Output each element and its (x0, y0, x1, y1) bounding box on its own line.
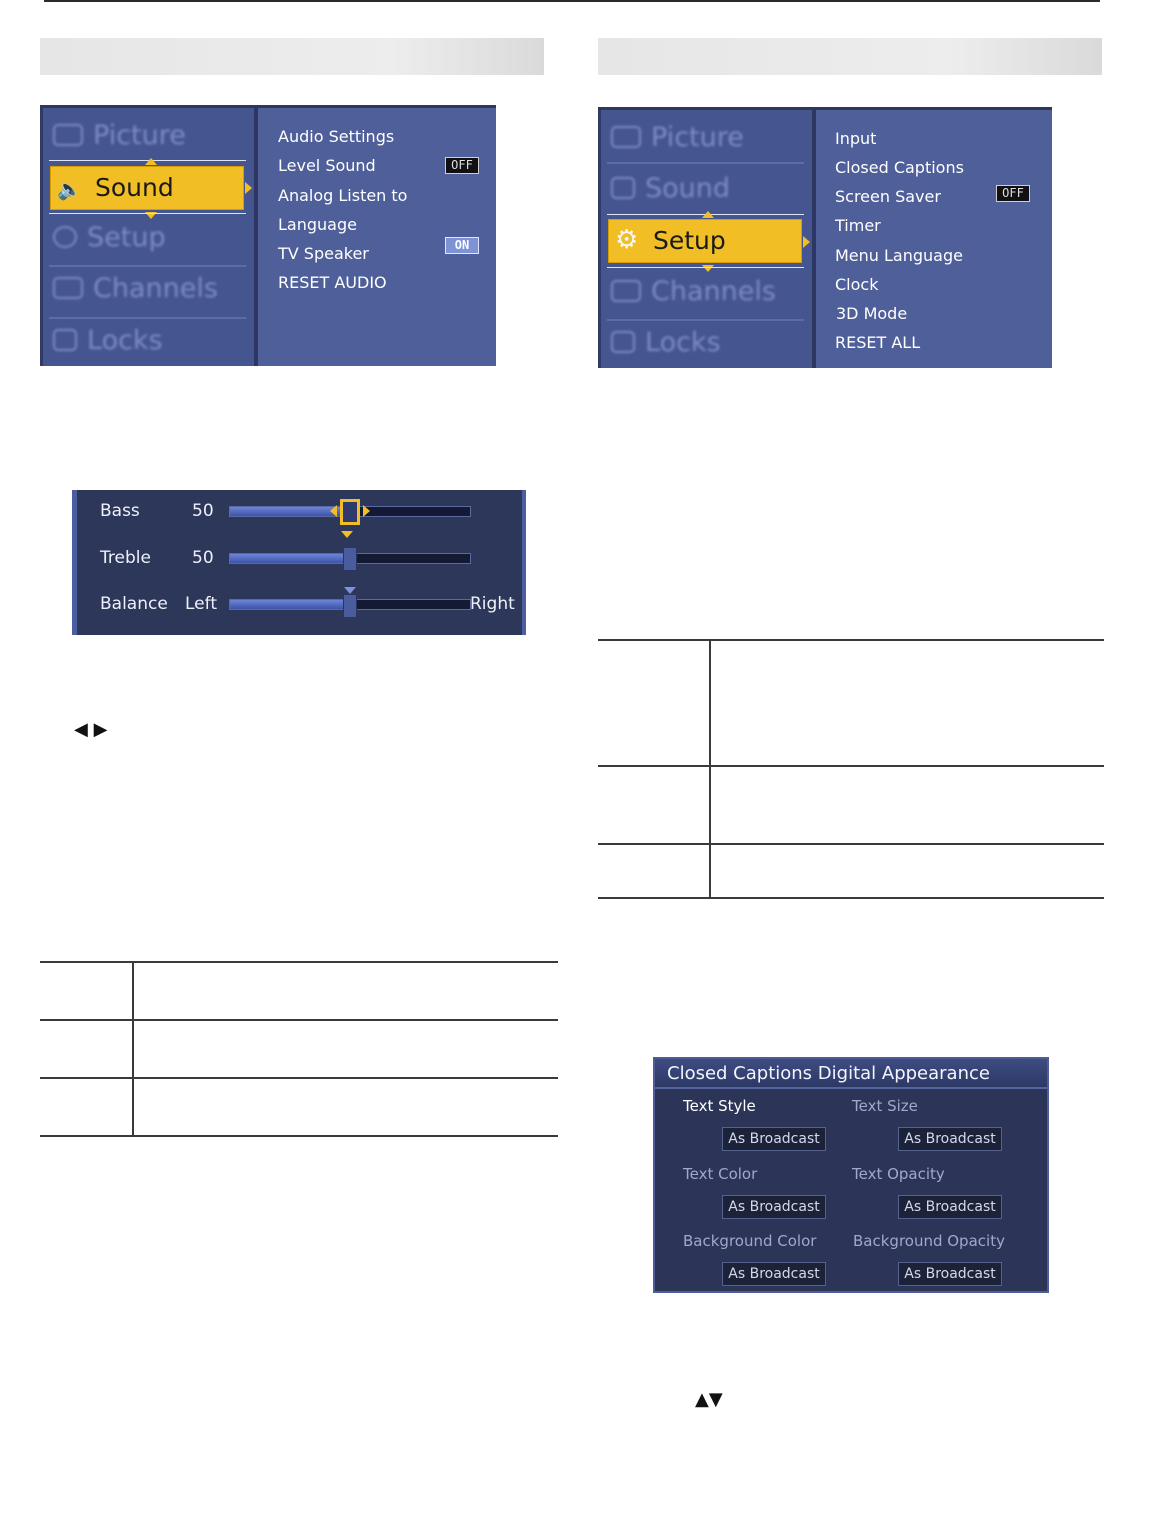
table-rule (40, 1077, 558, 1079)
channels-icon (53, 277, 83, 299)
table-rule (598, 843, 1104, 845)
table-column-divider (709, 639, 711, 898)
menu-item-closed-captions[interactable]: Closed Captions (835, 158, 964, 177)
balance-slider-fill (230, 600, 350, 609)
divider (49, 213, 246, 214)
text-size-dropdown[interactable]: As Broadcast (898, 1127, 1002, 1151)
balance-right-label: Right (470, 594, 515, 614)
background-color-label: Background Color (683, 1232, 817, 1250)
category-sound-selected[interactable]: 🔈 Sound (50, 166, 244, 210)
balance-center-marker (344, 587, 356, 594)
table-rule (40, 961, 558, 963)
background-color-dropdown[interactable]: As Broadcast (722, 1262, 826, 1286)
table-rule (598, 639, 1104, 641)
menu-item-input[interactable]: Input (835, 129, 877, 148)
background-opacity-label: Background Opacity (853, 1232, 1005, 1250)
tv-speaker-status-badge: ON (445, 237, 479, 254)
text-opacity-dropdown[interactable]: As Broadcast (898, 1195, 1002, 1219)
closed-captions-panel (653, 1057, 1049, 1293)
category-column (40, 108, 258, 366)
section-header-left (40, 38, 544, 75)
level-sound-status-badge: OFF (445, 157, 479, 174)
sound-menu-panel (40, 105, 496, 366)
divider (49, 265, 246, 267)
table-rule (598, 765, 1104, 767)
category-setup-selected[interactable]: ⚙ Setup (608, 219, 802, 263)
screen-saver-status-badge: OFF (996, 185, 1030, 202)
up-arrow-icon (145, 158, 157, 165)
table-rule (40, 1135, 558, 1137)
category-channels[interactable]: Channels (611, 276, 776, 307)
channels-icon (611, 280, 641, 302)
down-arrow-icon (341, 531, 353, 538)
bass-value: 50 (192, 501, 214, 521)
tv-icon (611, 126, 641, 148)
menu-item-clock[interactable]: Clock (835, 275, 879, 294)
text-style-label: Text Style (683, 1097, 756, 1115)
treble-value: 50 (192, 548, 214, 568)
divider (607, 267, 804, 268)
divider (49, 317, 246, 319)
menu-item-audio-settings[interactable]: Audio Settings (278, 127, 395, 146)
menu-item-reset-all[interactable]: RESET ALL (835, 333, 921, 352)
text-color-label: Text Color (683, 1165, 758, 1183)
text-color-dropdown[interactable]: As Broadcast (722, 1195, 826, 1219)
category-locks[interactable]: Locks (53, 325, 163, 356)
balance-left-label: Left (185, 594, 217, 614)
menu-item-level-sound[interactable]: Level Sound (278, 156, 376, 175)
cc-panel-title: Closed Captions Digital Appearance (655, 1059, 1047, 1089)
text-style-dropdown[interactable]: As Broadcast (722, 1127, 826, 1151)
treble-label: Treble (100, 548, 151, 568)
balance-label: Balance (100, 594, 168, 614)
gear-icon: ⚙ (615, 225, 639, 255)
table-rule (598, 897, 1104, 899)
increase-arrow-icon (363, 505, 370, 517)
balance-slider-thumb[interactable] (343, 594, 357, 618)
menu-item-reset-audio[interactable]: RESET AUDIO (278, 273, 387, 292)
tv-icon (53, 124, 83, 146)
menu-item-timer[interactable]: Timer (835, 216, 881, 235)
decrease-arrow-icon (330, 505, 337, 517)
menu-item-menu-language[interactable]: Menu Language (835, 246, 963, 265)
table-column-divider (132, 961, 134, 1136)
lock-icon (53, 329, 77, 351)
up-arrow-icon (702, 211, 714, 218)
category-column (598, 110, 816, 368)
speaker-icon: 🔈 (57, 177, 82, 201)
menu-item-language[interactable]: Language (278, 215, 357, 234)
audio-slider-panel (72, 490, 526, 635)
gear-icon (53, 226, 77, 248)
treble-slider-thumb[interactable] (343, 547, 357, 571)
lock-icon (611, 331, 635, 353)
section-header-right (598, 38, 1102, 75)
top-rule (44, 0, 1100, 2)
table-rule (40, 1019, 558, 1021)
left-right-arrows-icon: ◀ ▶ (74, 719, 108, 740)
category-locks[interactable]: Locks (611, 327, 721, 358)
speaker-icon (611, 177, 635, 199)
background-opacity-dropdown[interactable]: As Broadcast (898, 1262, 1002, 1286)
bass-label: Bass (100, 501, 140, 521)
bass-slider-thumb[interactable] (340, 499, 360, 525)
menu-item-screen-saver[interactable]: Screen Saver (835, 187, 941, 206)
divider (607, 162, 804, 164)
up-down-arrows-icon: ▲▼ (695, 1389, 723, 1410)
treble-slider-fill (230, 554, 350, 563)
menu-item-3d-mode[interactable]: 3D Mode (836, 304, 908, 323)
divider (607, 319, 804, 321)
category-picture[interactable]: Picture (611, 122, 744, 153)
chevron-right-icon (803, 236, 810, 248)
menu-item-tv-speaker[interactable]: TV Speaker (278, 244, 369, 263)
category-setup[interactable]: Setup (53, 222, 166, 253)
chevron-right-icon (245, 182, 252, 194)
category-picture[interactable]: Picture (53, 120, 186, 151)
menu-item-analog-listen-to[interactable]: Analog Listen to (278, 186, 408, 205)
category-channels[interactable]: Channels (53, 273, 218, 304)
text-opacity-label: Text Opacity (852, 1165, 945, 1183)
setup-menu-panel (598, 107, 1052, 368)
text-size-label: Text Size (852, 1097, 918, 1115)
category-sound[interactable]: Sound (611, 173, 730, 204)
